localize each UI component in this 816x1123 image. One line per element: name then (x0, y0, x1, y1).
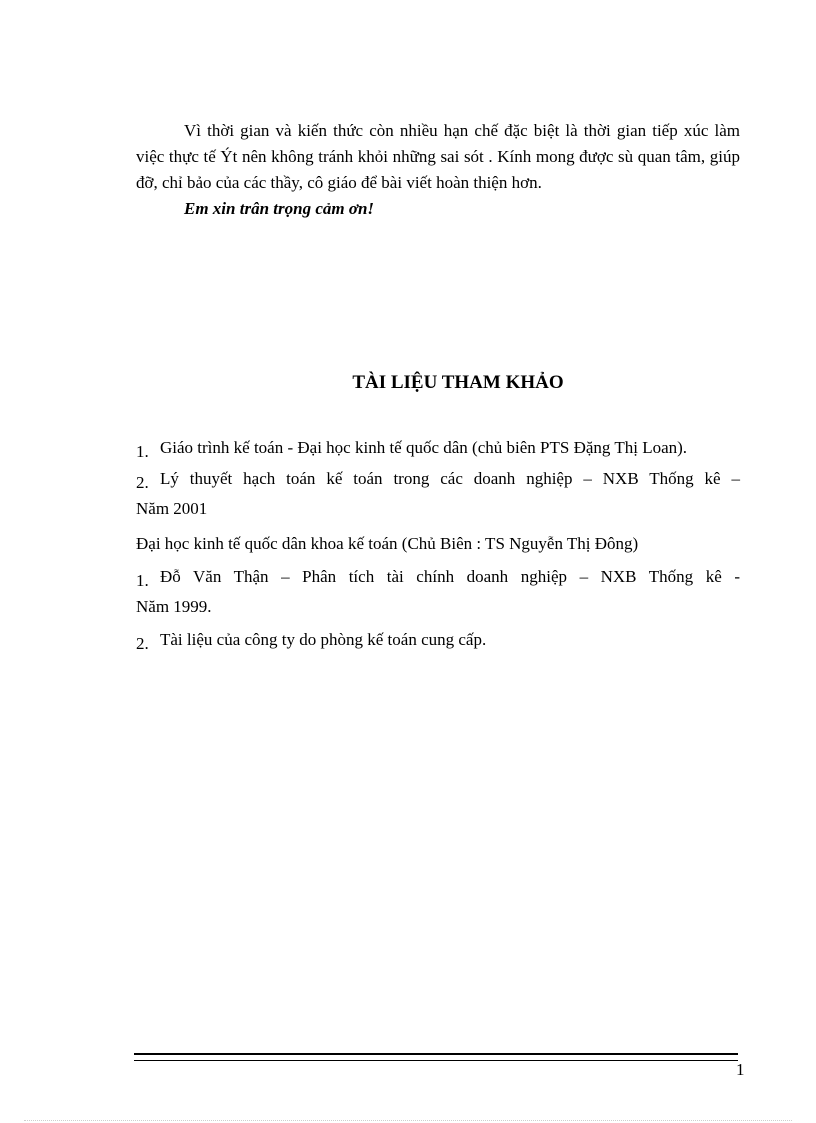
reference-text-continuation: Năm 2001 (136, 499, 208, 518)
reference-item (136, 464, 740, 494)
reference-subheading: Đại học kinh tế quốc dân khoa kế toán (Chủ Biên : TS Nguyễn Thị Đông) (136, 534, 639, 553)
reference-number: 1. (136, 442, 149, 461)
reference-text-continuation: Năm 1999. (136, 597, 212, 616)
reference-item (136, 562, 740, 592)
reference-number: 2. (136, 634, 149, 653)
reference-item (136, 625, 740, 655)
reference-number: 1. (136, 571, 149, 590)
reference-text-line: Lý thuyết hạch toán kế toán trong các doanh nghiệp – NXB Thống kê – (160, 469, 740, 488)
reference-text: Giáo trình kế toán - Đại học kinh tế quốc dân (chủ biên PTS Đặng Thị Loan). (160, 438, 688, 457)
thanks-line: Em xin trân trọng cảm ơn! (184, 199, 375, 218)
footer-divider (134, 1053, 738, 1061)
page-edge-divider (24, 1120, 792, 1121)
references-heading: TÀI LIỆU THAM KHẢO (352, 372, 564, 393)
reference-number: 2. (136, 473, 149, 492)
reference-item (136, 433, 740, 463)
page-number: 1 (736, 1060, 745, 1079)
intro-paragraph: Vì thời gian và kiến thức còn nhiều hạn chế đặc biệt là thời gian tiếp xúc làm việc thực tế Ýt nên không tránh khỏi những sai sót . Kính mong được sù quan tâm, giúp đỡ, chỉ bảo của các thầy, cô giáo để bài viết hoàn thiện hơn. (136, 121, 740, 192)
reference-text-line: Đỗ Văn Thận – Phân tích tài chính doanh nghiệp – NXB Thống kê - (160, 567, 740, 586)
reference-text: Tài liệu của công ty do phòng kế toán cung cấp. (160, 630, 487, 649)
